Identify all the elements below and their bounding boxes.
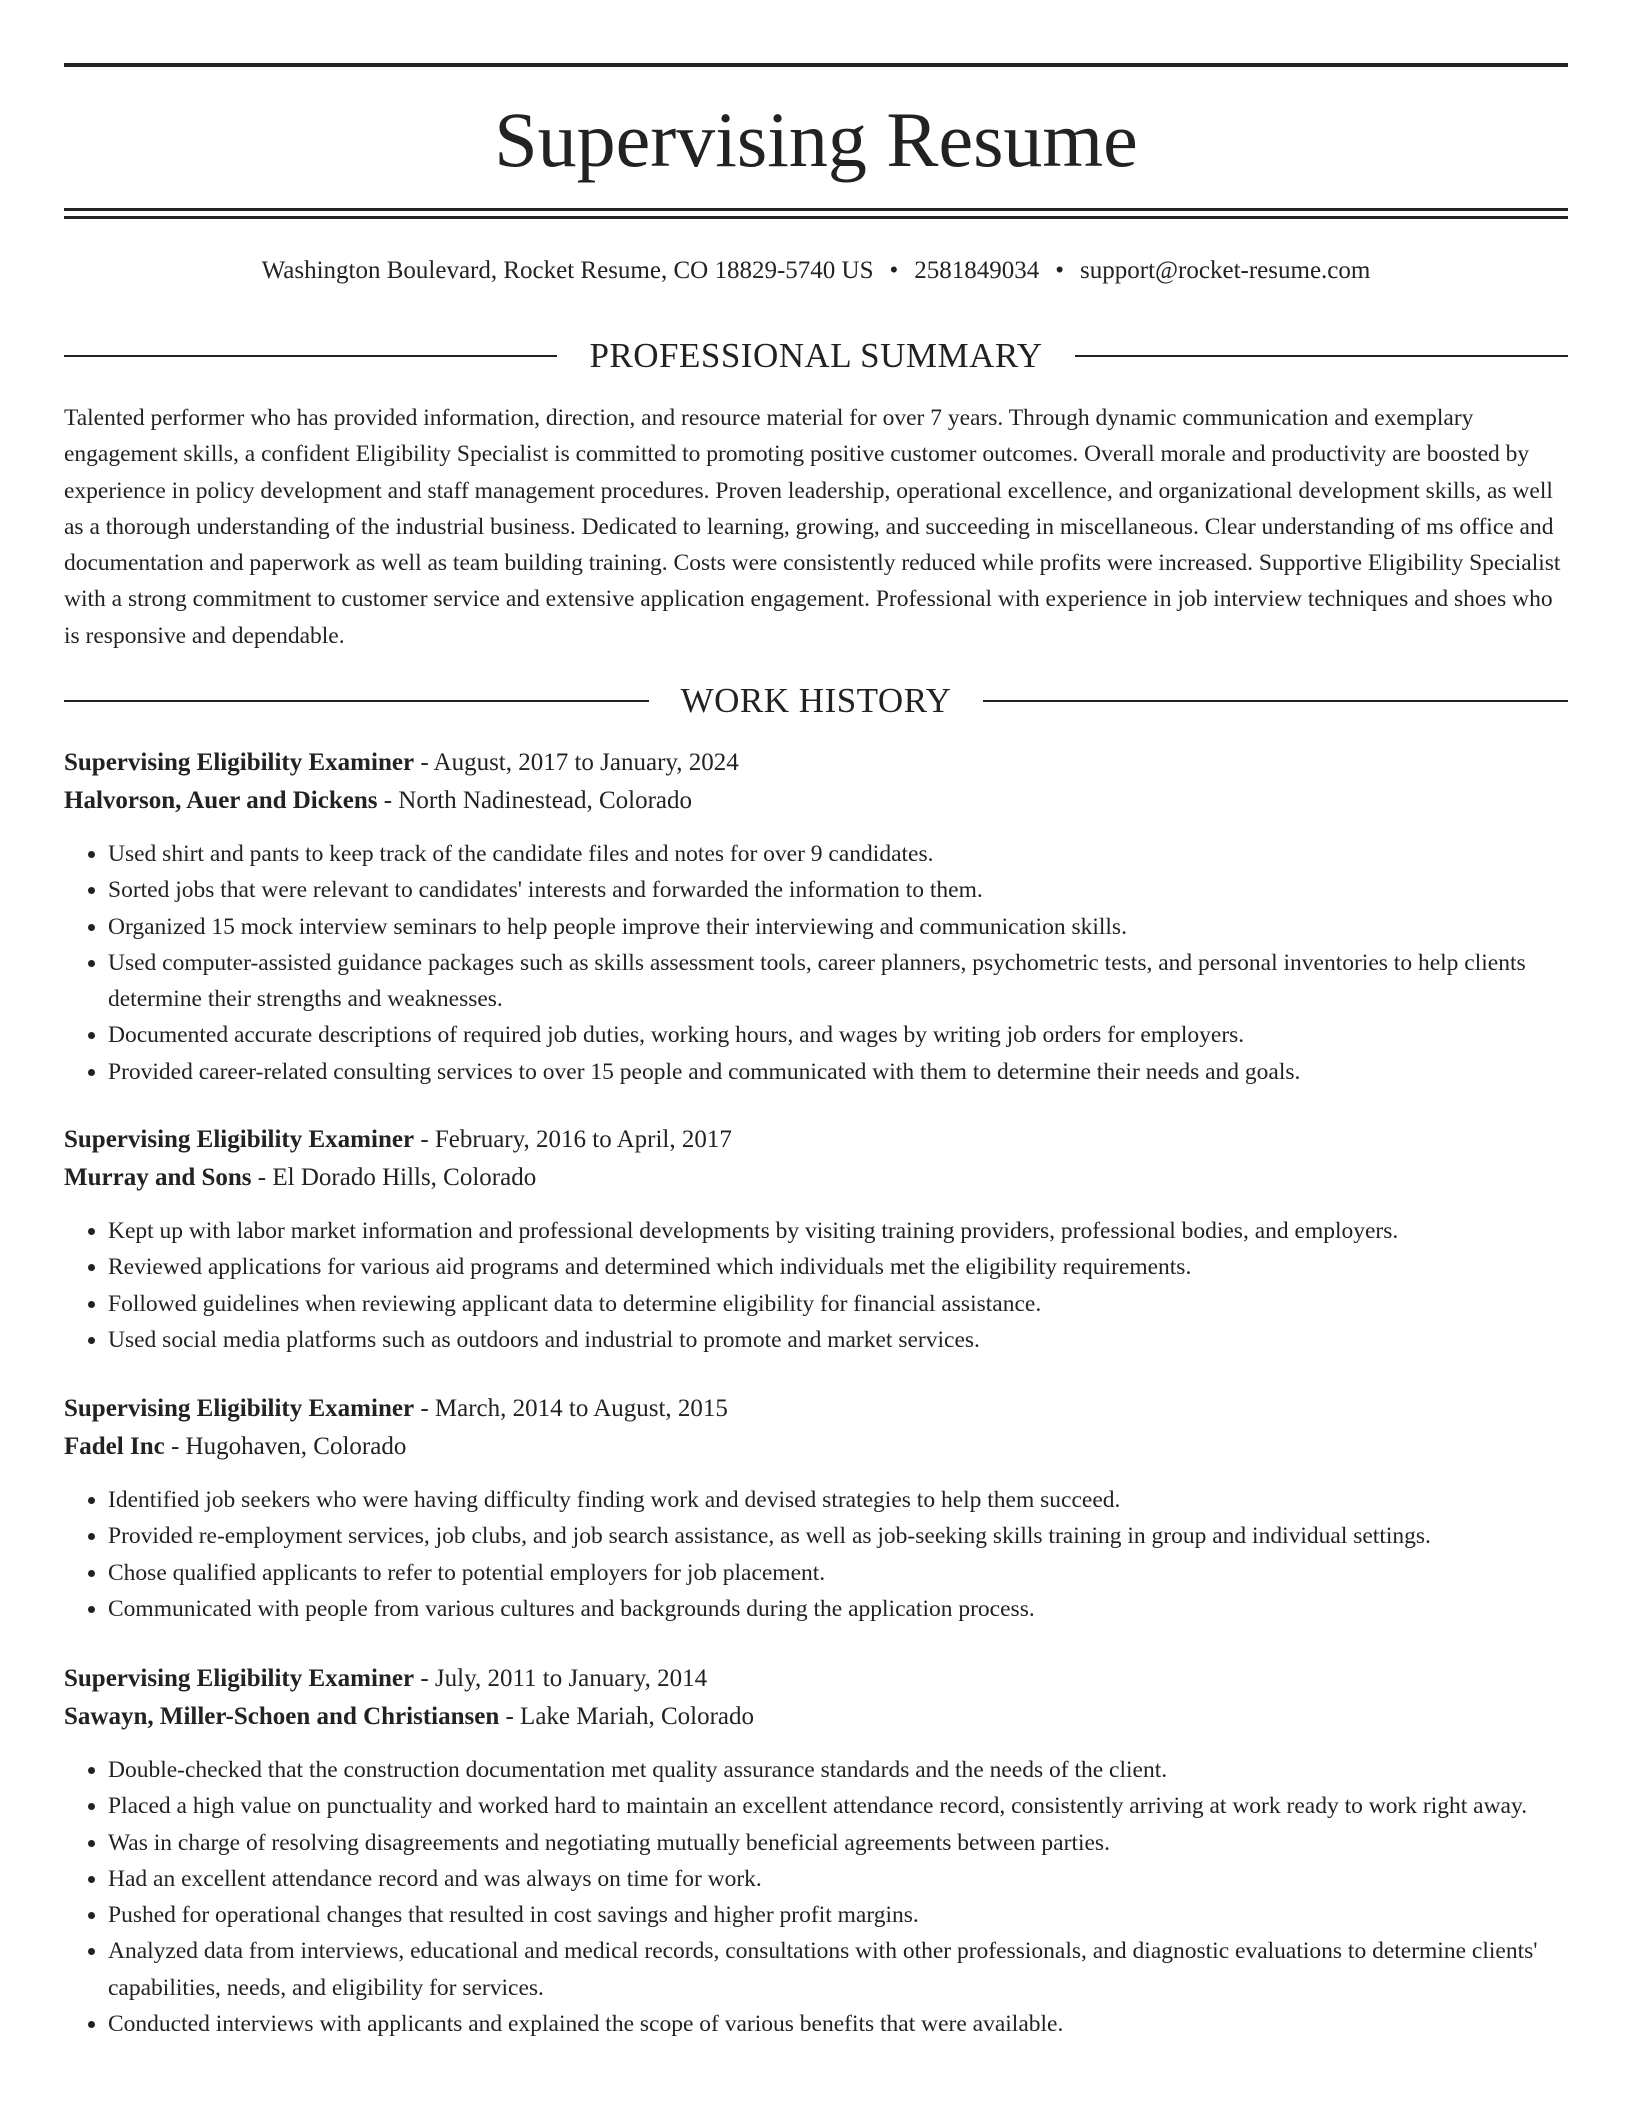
job-company-line: [64, 1698, 1568, 1736]
job-title-line: [64, 1660, 1568, 1698]
job-title: Supervising Eligibility Examiner: [64, 1665, 415, 1692]
heading-rule-left: [64, 355, 557, 357]
job-title-line: [64, 744, 1568, 782]
job-entry: [64, 744, 1568, 1090]
summary-section-heading: [64, 334, 1568, 378]
job-bullet: • Kept up with labor market information and professional developments by visiting training providers, professional bodies, and employers.: [108, 1213, 1568, 1249]
job-bullet: • Organized 15 mock interview seminars to help people improve their interviewing and communication skills.: [108, 909, 1568, 945]
job-bullet: • Communicated with people from various cultures and backgrounds during the application process.: [108, 1591, 1568, 1627]
job-company: Fadel Inc: [64, 1433, 165, 1460]
job-bullet-list: [64, 1213, 1568, 1358]
job-bullet: • Used computer-assisted guidance packages such as skills assessment tools, career planners, psychometric tests, and personal inventories to help clients determine their strengths and weaknesses.: [108, 945, 1568, 1018]
contact-separator: •: [889, 257, 899, 284]
contact-line: [64, 254, 1568, 288]
contact-address: Washington Boulevard, Rocket Resume, CO 18829-5740 US: [261, 257, 874, 284]
job-dates: - March, 2014 to August, 2015: [420, 1395, 728, 1422]
job-dates: - July, 2011 to January, 2014: [420, 1665, 708, 1692]
job-bullet-list: [64, 1482, 1568, 1627]
job-bullet: • Provided re-employment services, job clubs, and job search assistance, as well as job-seeking skills training in group and individual settings.: [108, 1518, 1568, 1554]
job-title: Supervising Eligibility Examiner: [64, 1395, 415, 1422]
job-bullet: • Double-checked that the construction documentation met quality assurance standards and the needs of the client.: [108, 1752, 1568, 1788]
job-title: Supervising Eligibility Examiner: [64, 749, 415, 776]
header-top-rule: [64, 63, 1568, 67]
job-bullet: • Sorted jobs that were relevant to candidates' interests and forwarded the information to them.: [108, 872, 1568, 908]
job-company-line: [64, 782, 1568, 820]
job-company-line: [64, 1159, 1568, 1197]
job-bullet: • Chose qualified applicants to refer to potential employers for job placement.: [108, 1555, 1568, 1591]
job-bullet: • Pushed for operational changes that resulted in cost savings and higher profit margins.: [108, 1897, 1568, 1933]
job-location: - Lake Mariah, Colorado: [505, 1703, 755, 1730]
job-company: Sawayn, Miller-Schoen and Christiansen: [64, 1703, 500, 1730]
work-history-section-heading: [64, 679, 1568, 723]
job-bullet: • Conducted interviews with applicants and explained the scope of various benefits that were available.: [108, 2006, 1568, 2042]
job-bullet-list: [64, 836, 1568, 1090]
job-location: - Hugohaven, Colorado: [170, 1433, 407, 1460]
heading-rule-right: [1075, 355, 1568, 357]
job-bullet-list: [64, 1752, 1568, 2042]
contact-email: support@rocket-resume.com: [1080, 257, 1371, 284]
job-entry: [64, 1660, 1568, 2042]
heading-rule-right: [983, 700, 1568, 702]
header-bottom-rule: [64, 208, 1568, 211]
job-entry: [64, 1390, 1568, 1627]
job-title-line: [64, 1121, 1568, 1159]
job-bullet: • Followed guidelines when reviewing applicant data to determine eligibility for financial assistance.: [108, 1286, 1568, 1322]
job-bullet: • Used shirt and pants to keep track of the candidate files and notes for over 9 candidates.: [108, 836, 1568, 872]
job-bullet: • Identified job seekers who were having difficulty finding work and devised strategies to help them succeed.: [108, 1482, 1568, 1518]
job-location: - North Nadinestead, Colorado: [383, 787, 692, 814]
job-bullet: • Was in charge of resolving disagreements and negotiating mutually beneficial agreements between parties.: [108, 1825, 1568, 1861]
job-company-line: [64, 1428, 1568, 1466]
job-company: Halvorson, Auer and Dickens: [64, 787, 378, 814]
job-bullet: • Provided career-related consulting services to over 15 people and communicated with them to determine their needs and goals.: [108, 1054, 1568, 1090]
contact-phone: 2581849034: [914, 257, 1040, 284]
job-dates: - February, 2016 to April, 2017: [420, 1126, 732, 1153]
heading-rule-left: [64, 700, 649, 702]
job-bullet: • Documented accurate descriptions of required job duties, working hours, and wages by writing job orders for employers.: [108, 1017, 1568, 1053]
job-company: Murray and Sons: [64, 1164, 252, 1191]
page-title: Supervising Resume: [494, 96, 1138, 183]
header-bottom-rule-second: [64, 216, 1568, 219]
job-bullet: • Had an excellent attendance record and was always on time for work.: [108, 1861, 1568, 1897]
contact-separator: •: [1055, 257, 1065, 284]
job-entry: [64, 1121, 1568, 1358]
work-history-heading: WORK HISTORY: [680, 681, 952, 720]
summary-heading: PROFESSIONAL SUMMARY: [589, 336, 1043, 375]
job-bullet: • Reviewed applications for various aid programs and determined which individuals met the eligibility requirements.: [108, 1249, 1568, 1285]
job-bullet: • Used social media platforms such as outdoors and industrial to promote and market services.: [108, 1322, 1568, 1358]
job-bullet: • Placed a high value on punctuality and worked hard to maintain an excellent attendance record, consistently arriving at work ready to work right away.: [108, 1788, 1568, 1824]
job-title: Supervising Eligibility Examiner: [64, 1126, 415, 1153]
job-bullet: • Analyzed data from interviews, educational and medical records, consultations with other professionals, and diagnostic evaluations to determine clients' capabilities, needs, and eligibility for services.: [108, 1933, 1568, 2006]
summary-text: Talented performer who has provided information, direction, and resource material for over 7 years. Through dynamic communication and exemplary engagement skills, a confident Eligibility Specialist is committed to promoting positive customer outcomes. Overall morale and productivity are boosted by experience in policy development and staff management procedures. Proven leadership, operational excellence, and organizational development skills, as well as a thorough understanding of the industrial business. Dedicated to learning, growing, and succeeding in miscellaneous. Clear understanding of ms office and documentation and paperwork as well as team building training. Costs were consistently reduced while profits were increased. Supportive Eligibility Specialist with a strong commitment to customer service and extensive application engagement. Professional with experience in job interview techniques and shoes who is responsive and dependable.: [64, 405, 1561, 649]
job-title-line: [64, 1390, 1568, 1428]
job-dates: - August, 2017 to January, 2024: [420, 749, 739, 776]
job-location: - El Dorado Hills, Colorado: [257, 1164, 537, 1191]
